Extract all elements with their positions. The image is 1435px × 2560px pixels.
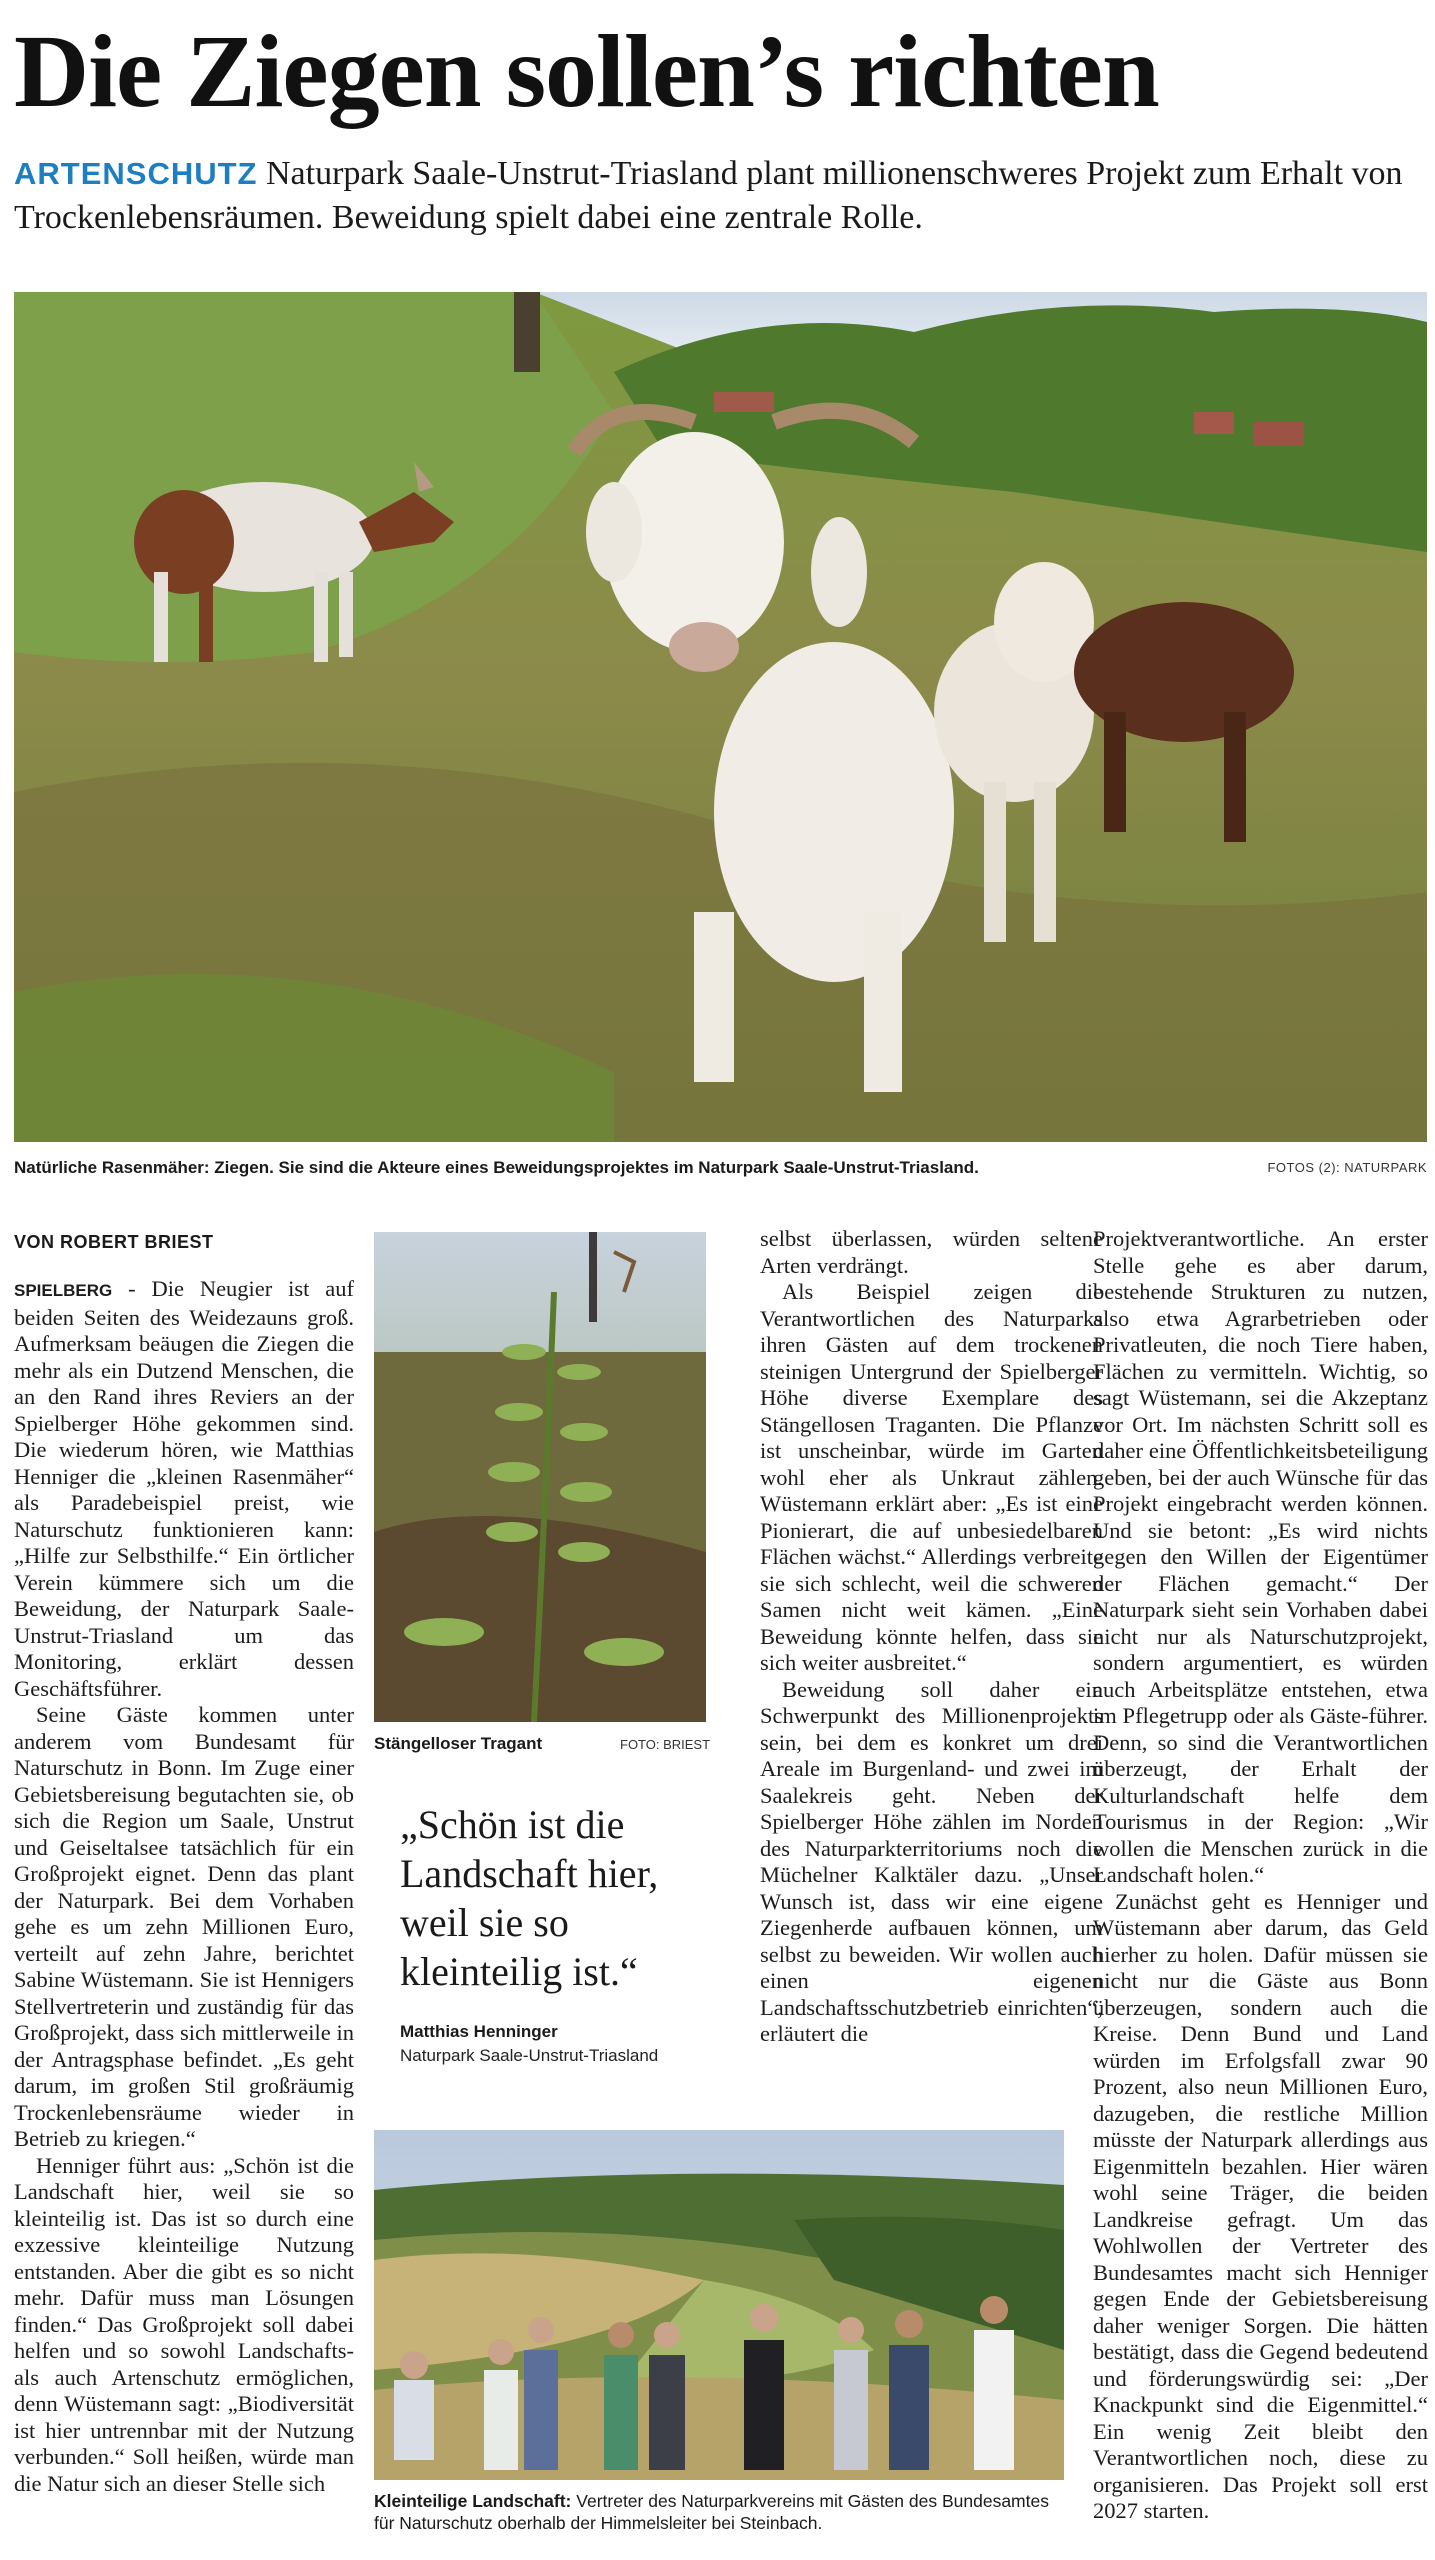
paragraph: Projektverantwortliche. An erster Stelle gehe es aber darum, bestehende Strukturen zu nutzen, also etwa Agrarbetrieben oder Privatleuten, die noch Tiere haben, Flächen zu vermitteln. Wichtig, so sagt Wüstemann, sei die Akzeptanz vor Ort. Im nächsten Schritt soll es daher eine Öffentlichkeitsbeteiligung geben, bei der auch Wünsche für das Projekt eingebracht werden können. Und sie betont: „Es wird nichts gegen den Willen der Eigentümer der Flächen gemacht.“ Der Naturpark sieht sein Vorhaben dabei nicht nur als Naturschutzprojekt, sondern argumentiert, es würden auch Arbeitsplätze entstehen, etwa im Pflegetrupp oder als Gäste-führer. Denn, so sind die Verantwortlichen überzeugt, der Erhalt der Kulturlandschaft helfe dem Tourismus in der Region: „Wir wollen die Menschen zurück in die Landschaft holen.“ xyxy=(1093,1226,1428,1887)
main-photo-credit: FOTOS (2): NATURPARK xyxy=(1267,1160,1427,1175)
plant-photo-caption: Stängelloser Tragant xyxy=(374,1734,543,1753)
pull-quote: „Schön ist die Landschaft hier, weil sie so kleinteilig ist.“ xyxy=(400,1802,659,1994)
article-column-2 xyxy=(760,1226,1103,2048)
article-column-1 xyxy=(14,1276,354,2497)
byline: VON ROBERT BRIEST xyxy=(14,1232,214,1252)
plant-photo-credit: FOTO: BRIEST xyxy=(620,1737,711,1752)
article-column-3 xyxy=(1093,1226,1428,2525)
group-caption-lead: Kleinteilige Landschaft: xyxy=(374,2491,572,2511)
deck xyxy=(14,152,1414,240)
group-photo xyxy=(374,2130,1064,2480)
goats-photo xyxy=(14,292,1427,1142)
main-photo-caption: Natürliche Rasenmäher: Ziegen. Sie sind die Akteure eines Beweidungsprojektes im Naturpark Saale-Unstrut-Triasland. xyxy=(14,1158,979,1177)
plant-photo xyxy=(374,1232,706,1722)
paragraph-text: - Die Neugier ist auf beiden Seiten des Weidezauns groß. Aufmerksam beäugen die Ziegen die mehr als ein Dutzend Menschen, die an den Rand ihres Reviers an der Spielberger Höhe gekommen sind. Die wiederum hören, wie Matthias Henniger die „kleinen Rasenmäher“ als Paradebeispiel preist, wie Naturschutz funktionieren kann: „Hilfe zur Selbsthilfe.“ Ein örtlicher Verein kümmere sich um die Beweidung, der Naturpark Saale-Unstrut-Triasland um das Monitoring, erklärt dessen Geschäftsführer. xyxy=(14,1276,354,1701)
paragraph: Seine Gäste kommen unter anderem vom Bundesamt für Naturschutz in Bonn. Im Zuge einer Gebietsbereisung begutachten sie, ob sich die Region um Saale, Unstrut und Geiseltalsee tatsächlich für ein Großprojekt eignet. Denn das plant der Naturpark. Bei dem Vorhaben gehe es um zehn Millionen Euro, verteilt auf zehn Jahre, berichtet Sabine Wüstemann. Sie ist Hennigers Stellvertreterin und zuständig für das Großprojekt, dass sich mittlerweile in der Antragsphase befindet. „Es geht darum, im großen Stil großräumig Trockenlebensräume wieder in Betrieb zu kriegen.“ xyxy=(14,1702,354,2151)
pull-quote-author: Matthias Henninger xyxy=(400,2022,558,2041)
paragraph xyxy=(14,1276,354,1702)
paragraph: selbst überlassen, würden seltene Arten verdrängt. xyxy=(760,1226,1103,1278)
group-caption-text: Vertreter des Naturparkvereins mit Gästen des Bundesamtes für Naturschutz oberhalb der Himmelsleiter bei Steinbach. xyxy=(374,2491,1049,2533)
dateline: SPIELBERG xyxy=(14,1281,113,1300)
paragraph: Als Beispiel zeigen die Verantwortlichen des Naturparks ihren Gästen auf dem trockenen steinigen Untergrund der Spielberger Höhe diverse Exemplare des Stängellosen Traganten. Die Pflanze ist unscheinbar, würde im Garten wohl eher als Unkraut zählen. Wüstemann erklärt aber: „Es ist eine Pionierart, die auf unbesiedelbaren Flächen wächst.“ Allerdings verbreite sie sich schlecht, weil die schweren Samen nicht weit kämen. „Eine Beweidung könnte helfen, dass sie sich weiter ausbreitet.“ xyxy=(760,1279,1103,1675)
pull-quote-role: Naturpark Saale-Unstrut-Triasland xyxy=(400,2046,659,2065)
headline: Die Ziegen sollen’s richten xyxy=(14,14,1159,129)
paragraph: Beweidung soll daher ein Schwerpunkt des Millionenprojekts sein, bei dem es konkret um drei Areale im Burgenland- und zwei im Saalekreis geht. Neben der Spielberger Höhe zählen im Norden des Naturparkterritoriums noch die Müchelner Kalktäler dazu. „Unser Wunsch ist, dass wir eine eigene Ziegenherde aufbauen können, um selbst zu beweiden. Wir wollen auch einen eigenen Landschaftsschutzbetrieb einrichten“, erläutert die xyxy=(760,1676,1103,2046)
kicker-label: ARTENSCHUTZ xyxy=(14,156,258,191)
group-photo-caption xyxy=(374,2490,1064,2534)
paragraph: Henniger führt aus: „Schön ist die Landschaft hier, weil sie so kleinteilig ist. Das ist so durch eine exzessive kleinteilige Nutzung entstanden. Aber die gibt es so nicht mehr. Dafür muss man Lösungen finden.“ Das Großprojekt soll dabei helfen und so sowohl Landschafts- als auch Artenschutz ermöglichen, denn Wüstemann sagt: „Biodiversität ist hier untrennbar mit der Nutzung verbunden.“ Soll heißen, würde man die Natur sich an dieser Stelle sich xyxy=(14,2152,354,2496)
deck-text: Naturpark Saale-Unstrut-Triasland plant millionenschweres Projekt zum Erhalt von Trockenlebensräumen. Beweidung spielt dabei eine zentrale Rolle. xyxy=(14,155,1403,236)
paragraph: Zunächst geht es Henniger und Wüstemann aber darum, das Geld hierher zu holen. Dafür müssen sie nicht nur die Gäste aus Bonn überzeugen, sondern auch die Kreise. Denn Bund und Land würden im Erfolgsfall zwar 90 Prozent, also neun Millionen Euro, dazugeben, die restliche Million müsste der Naturpark allerdings aus Eigenmitteln bezahlen. Hier wären wohl seine Träger, die beiden Landkreise gefragt. Um das Wohlwollen der Vertreter des Bundesamtes macht sich Henniger gegen Ende der Gebietsbereisung daher weniger Sorgen. Die hätten bestätigt, dass die Gegend bedeutend und förderungswürdig sei: „Der Knackpunkt sind die Eigenmittel.“ Ein wenig Zeit bleibt den Verantwortlichen noch, diese zu organisieren. Das Projekt soll erst 2027 starten. xyxy=(1093,1888,1428,2523)
